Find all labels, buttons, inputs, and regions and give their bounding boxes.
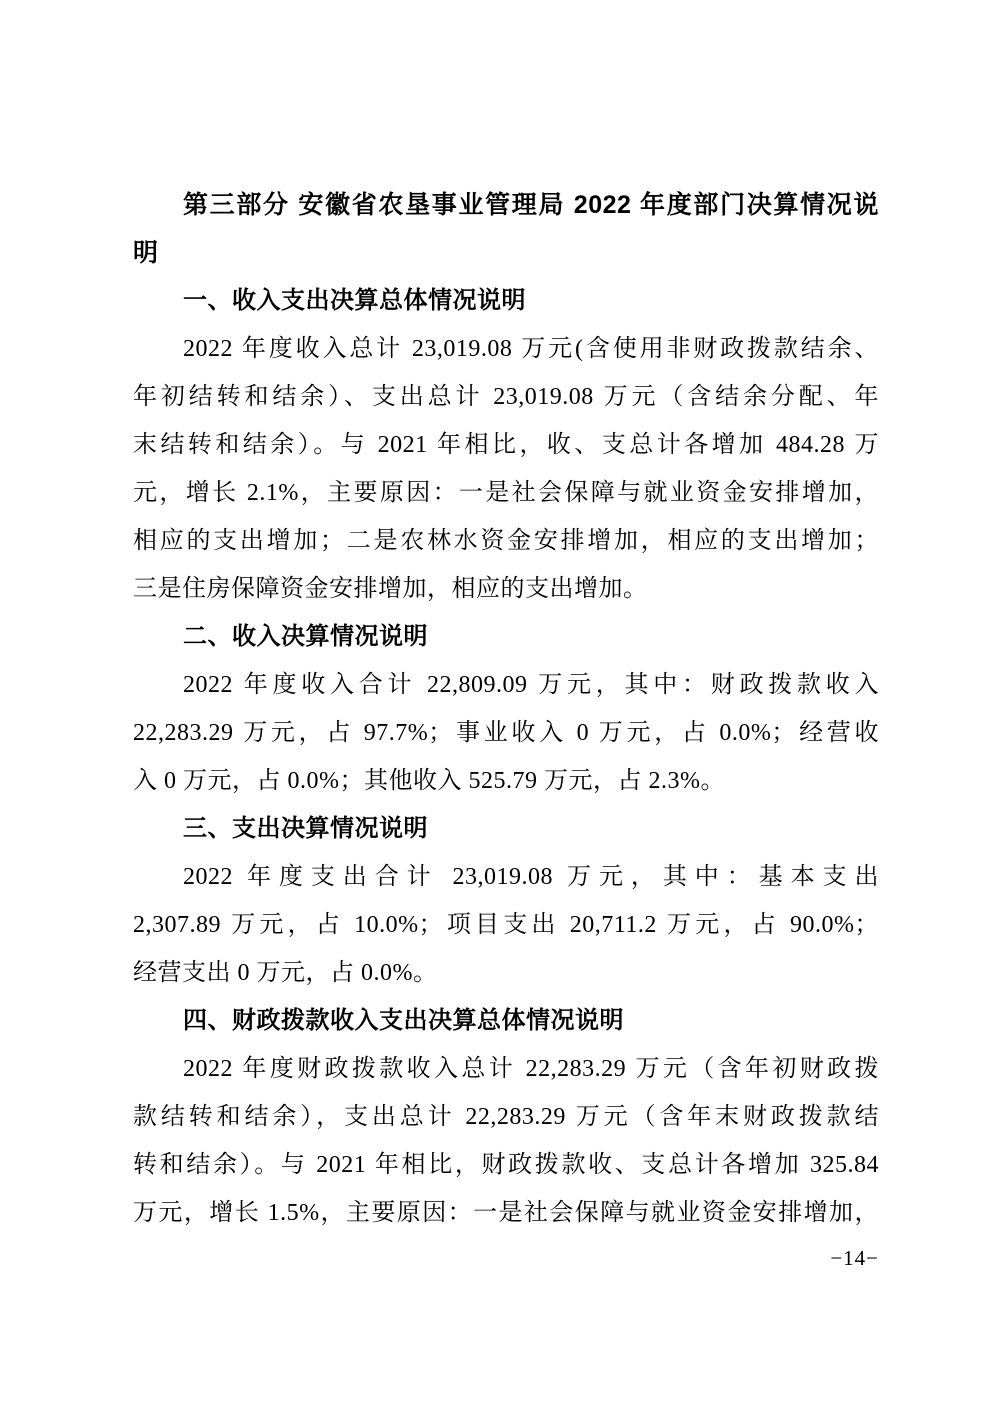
- paragraph-line: 年初结转和结余）、支出总计 23,019.08 万元（含结余分配、年: [133, 384, 879, 410]
- paragraph-line: 万元，增长 1.5%，主要原因：一是社会保障与就业资金安排增加，: [133, 1200, 879, 1226]
- paragraph-line: 2,307.89 万元，占 10.0%；项目支出 20,711.2 万元，占 90.0%；: [133, 912, 879, 938]
- paragraph-line: 三是住房保障资金安排增加，相应的支出增加。: [133, 576, 648, 602]
- paragraph-line: 2022 年度支出合计 23,019.08 万元，其中：基本支出: [183, 864, 879, 890]
- paragraph-line: 22,283.29 万元，占 97.7%；事业收入 0 万元，占 0.0%；经营收: [133, 720, 879, 746]
- page-number: −14−: [830, 1246, 879, 1270]
- section-heading-4: 四、财政拨款收入支出决算总体情况说明: [183, 1007, 624, 1034]
- paragraph-line: 2022 年度收入总计 23,019.08 万元(含使用非财政拨款结余、: [183, 336, 879, 362]
- paragraph-line: 相应的支出增加；二是农林水资金安排增加，相应的支出增加；: [133, 528, 879, 554]
- section-heading-3: 三、支出决算情况说明: [183, 815, 428, 842]
- paragraph-line: 2022 年度收入合计 22,809.09 万元，其中：财政拨款收入: [183, 672, 879, 698]
- paragraph-line: 转和结余）。与 2021 年相比，财政拨款收、支总计各增加 325.84: [133, 1152, 879, 1178]
- section-heading-2: 二、收入决算情况说明: [183, 623, 428, 650]
- document-body: [133, 181, 879, 1237]
- paragraph-line: 末结转和结余）。与 2021 年相比，收、支总计各增加 484.28 万: [133, 432, 879, 458]
- paragraph-line: 入 0 万元，占 0.0%；其他收入 525.79 万元，占 2.3%。: [133, 768, 725, 794]
- paragraph-line: 款结转和结余），支出总计 22,283.29 万元（含年末财政拨款结: [133, 1104, 879, 1130]
- paragraph-line: 元，增长 2.1%，主要原因：一是社会保障与就业资金安排增加，: [133, 480, 879, 506]
- document-title-line-2: 明: [133, 239, 159, 267]
- document-title-line-1: 第三部分 安徽省农垦事业管理局 2022 年度部门决算情况说: [183, 191, 879, 219]
- section-heading-1: 一、收入支出决算总体情况说明: [183, 287, 526, 314]
- paragraph-line: 经营支出 0 万元，占 0.0%。: [133, 960, 438, 986]
- paragraph-line: 2022 年度财政拨款收入总计 22,283.29 万元（含年初财政拨: [183, 1056, 879, 1082]
